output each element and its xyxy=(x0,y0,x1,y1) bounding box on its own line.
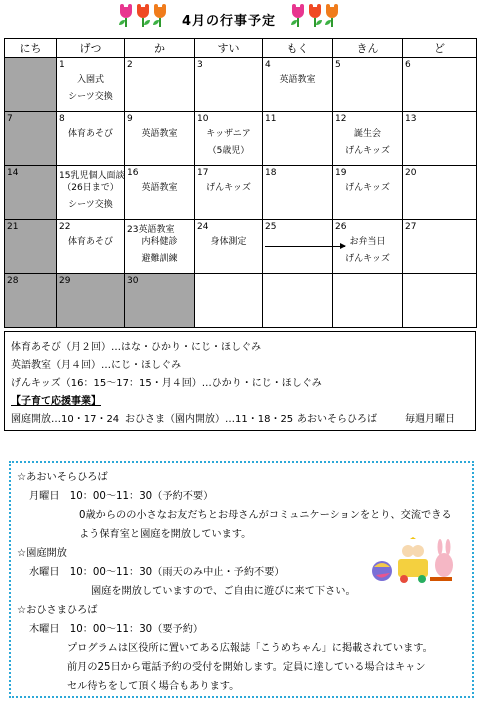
period-arrow-icon xyxy=(265,246,345,247)
garden-dates: 園庭開放…10・17・24 xyxy=(11,414,120,425)
tulip-decoration-left xyxy=(118,7,168,29)
calendar-event: 入園式 xyxy=(76,75,104,85)
info-line: 英語教室（月４回）…にじ・ほしぐみ xyxy=(11,360,181,371)
day-number: 29 xyxy=(59,276,71,286)
calendar-day-cell xyxy=(57,166,125,220)
weekday-header: きん xyxy=(333,39,403,58)
section-title: ☆おひさまひろば xyxy=(17,605,98,616)
calendar-day-cell xyxy=(125,58,195,112)
calendar-day-cell xyxy=(5,274,57,328)
page-title: 4月の行事予定 xyxy=(182,14,277,29)
calendar-day-cell xyxy=(263,274,333,328)
day-number: 13 xyxy=(405,114,417,124)
calendar-day-cell xyxy=(263,166,333,220)
calendar-event: 体育あそび xyxy=(67,237,113,247)
tulip-icon xyxy=(307,7,323,29)
day-number: 21 xyxy=(7,222,19,232)
day-number: 5 xyxy=(335,60,341,70)
calendar-day-cell xyxy=(333,166,403,220)
calendar-table xyxy=(4,38,477,328)
day-number: 12 xyxy=(335,114,347,124)
calendar-day-cell xyxy=(403,166,477,220)
calendar-event: （5歳児） xyxy=(207,146,250,156)
day-number: 16 xyxy=(127,168,139,178)
calendar-event: 英語教室 xyxy=(279,75,316,85)
section-desc: セル待ちをして頂く場合もあります。 xyxy=(67,681,240,692)
calendar-day-cell xyxy=(195,274,263,328)
tulip-decoration-right xyxy=(290,7,340,29)
calendar-day-cell xyxy=(125,166,195,220)
ohisama-dates: おひさま（園内開放）…11・18・25 xyxy=(125,414,294,425)
calendar-day-cell xyxy=(333,274,403,328)
weekday-header: にち xyxy=(5,39,57,58)
weekday-header-row xyxy=(5,39,477,58)
tulip-icon xyxy=(290,7,306,29)
day-number: 24 xyxy=(197,222,209,232)
calendar-day-cell xyxy=(195,58,263,112)
calendar-day-cell xyxy=(125,274,195,328)
calendar-event: 英語教室 xyxy=(141,183,178,193)
tulip-icon xyxy=(324,7,340,29)
calendar-day-cell xyxy=(263,112,333,166)
calendar-day-cell xyxy=(125,112,195,166)
day-number: 2 xyxy=(127,60,133,70)
calendar-day-cell xyxy=(125,220,195,274)
calendar-event: 避難訓練 xyxy=(141,254,178,264)
calendar-event: 身体測定 xyxy=(210,237,247,247)
calendar-day-cell xyxy=(403,58,477,112)
section-desc: 前月の25日から電話予約の受付を開始します。定員に達している場合はキャン xyxy=(67,662,426,673)
section-desc: 0歳からのの小さなお友だちとお母さんがコミュニケーションをとり、交流できる xyxy=(79,510,452,521)
calendar-week-row xyxy=(5,220,477,274)
section-desc: プログラムは区役所に置いてある広報誌「こうめちゃん」に掲載されています。 xyxy=(67,643,433,654)
calendar-event: げんキッズ xyxy=(206,183,251,193)
calendar-event: げんキッズ xyxy=(345,183,390,193)
calendar-event: げんキッズ xyxy=(345,254,390,264)
aozora-label: あおいそらひろば xyxy=(297,414,377,425)
kids-train-illustration-icon xyxy=(370,537,460,587)
day-number: 19 xyxy=(335,168,347,178)
section-desc: 園庭を開放していますので、ご自由に遊びに来て下さい。 xyxy=(91,586,356,597)
day-number: 10 xyxy=(197,114,209,124)
calendar-day-cell xyxy=(57,220,125,274)
tulip-icon xyxy=(118,7,134,29)
day-number: 23英語教室 xyxy=(127,225,175,235)
calendar-event: 誕生会 xyxy=(353,129,381,139)
calendar-event: キッザニア xyxy=(206,129,251,139)
day-number: 20 xyxy=(405,168,417,178)
support-heading: 【子育て応援事業】 xyxy=(11,396,101,407)
calendar-body xyxy=(5,58,477,328)
day-number: 6 xyxy=(405,60,411,70)
day-number: 4 xyxy=(265,60,271,70)
day-number: 8 xyxy=(59,114,65,124)
every-monday-label: 毎週月曜日 xyxy=(405,414,455,425)
calendar-day-cell xyxy=(5,166,57,220)
header xyxy=(0,4,481,34)
weekday-header: もく xyxy=(263,39,333,58)
calendar-day-cell xyxy=(195,166,263,220)
day-number: 27 xyxy=(405,222,417,232)
calendar-event: お弁当日 xyxy=(349,237,386,247)
section-desc: よう保育室と園庭を開放しています。 xyxy=(79,529,252,540)
calendar-day-cell xyxy=(195,112,263,166)
calendar-event: シーツ交換 xyxy=(68,200,113,210)
calendar-day-cell xyxy=(5,220,57,274)
section-title: ☆あおいそらひろば xyxy=(17,472,108,483)
day-number: 30 xyxy=(127,276,139,286)
calendar-day-cell xyxy=(333,58,403,112)
calendar-week-row xyxy=(5,112,477,166)
day-number: 3 xyxy=(197,60,203,70)
calendar-event: 体育あそび xyxy=(67,129,113,139)
day-number: 14 xyxy=(7,168,19,178)
calendar-day-cell xyxy=(57,112,125,166)
calendar-day-cell xyxy=(5,112,57,166)
day-number: 9 xyxy=(127,114,133,124)
day-number: 22 xyxy=(59,222,71,232)
calendar-event: げんキッズ xyxy=(345,146,390,156)
section-time: 月曜日 10：00～11：30（予約不要） xyxy=(29,491,214,502)
weekday-header: げつ xyxy=(57,39,125,58)
day-number: 7 xyxy=(7,114,13,124)
day-number: 18 xyxy=(265,168,277,178)
info-line: 体育あそび（月２回）…はな・ひかり・にじ・ほしぐみ xyxy=(11,342,261,353)
calendar-day-cell xyxy=(403,112,477,166)
calendar-day-cell xyxy=(57,274,125,328)
weekday-header: ど xyxy=(403,39,477,58)
info-line: げんキッズ（16：15～17：15・月４回）…ひかり・にじ・ほしぐみ xyxy=(11,378,322,389)
weekday-header: か xyxy=(125,39,195,58)
section-time: 水曜日 10：00～11：30（雨天のみ中止・予約不要） xyxy=(29,567,285,578)
day-number: 17 xyxy=(197,168,209,178)
tulip-icon xyxy=(152,7,168,29)
tulip-icon xyxy=(135,7,151,29)
day-number: 1 xyxy=(59,60,65,70)
calendar-week-row xyxy=(5,58,477,112)
calendar-event: （26日まで） xyxy=(62,183,119,193)
day-number: 28 xyxy=(7,276,19,286)
calendar-day-cell xyxy=(403,274,477,328)
calendar-day-cell xyxy=(57,58,125,112)
day-number: 26 xyxy=(335,222,347,232)
calendar-week-row xyxy=(5,274,477,328)
calendar-day-cell xyxy=(195,220,263,274)
calendar-event: シーツ交換 xyxy=(68,92,113,102)
calendar-week-row xyxy=(5,166,477,220)
calendar-day-cell xyxy=(263,58,333,112)
calendar-event: 英語教室 xyxy=(141,129,178,139)
day-number: 25 xyxy=(265,222,277,232)
calendar-day-cell xyxy=(5,58,57,112)
section-title: ☆園庭開放 xyxy=(17,548,67,559)
section-time: 木曜日 10：00～11：30（要予約） xyxy=(29,624,204,635)
calendar-day-cell xyxy=(333,112,403,166)
calendar-event: 内科健診 xyxy=(141,237,178,247)
day-number: 11 xyxy=(265,114,277,124)
day-number: 15乳児個人面談 xyxy=(59,171,125,181)
activity-info-box xyxy=(4,331,476,431)
calendar-day-cell xyxy=(403,220,477,274)
weekday-header: すい xyxy=(195,39,263,58)
